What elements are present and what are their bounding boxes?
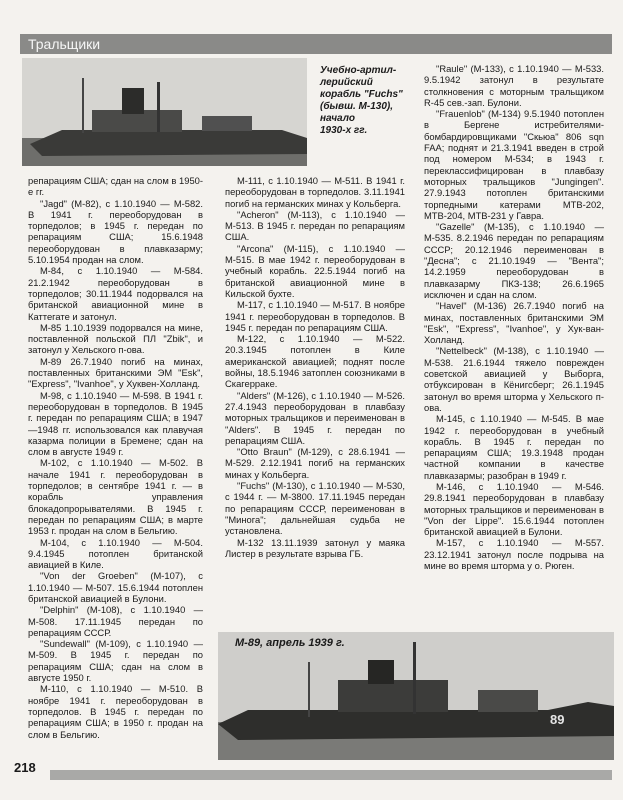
paragraph: М-132 13.11.1939 затонул у маяка Листер в результате взрыва ГБ. (225, 536, 405, 559)
paragraph: "Arcona" (М-115), с 1.10.1940 — М-515. В мае 1942 г. переоборудован в учебный корабль. 22.5.1944 погиб на британской авиационной мине в Кильской бухте. (225, 242, 405, 299)
paragraph: М-89 26.7.1940 погиб на минах, поставленных британскими ЭМ "Esk", "Express", "Ivanhoe", у Хуквен-Холланд. (28, 355, 203, 390)
text-column-1 (28, 175, 203, 740)
paragraph: "Von der Groeben" (М-107), с 1.10.1940 — М-507. 15.6.1944 потоплен британской авиацией в Булони. (28, 570, 203, 604)
paragraph: М-145, с 1.10.1940 — М-545. В мае 1942 г. переоборудован в учебный корабль. В 1945 г. передан по репарациям США; 19.3.1948 продан частной компании в качестве плавказармы; разобран в 1949 г. (424, 413, 604, 481)
paragraph: "Frauenlob" (М-134) 9.5.1940 потоплен в Бергене истребителями-бомбардировщиками "Скьюа" 806 sqn FAA; поднят и 21.3.1941 введен в строй под номером М-534; в 1943 г. переклассифицирован в плавбазу моторных тральщиков "Jungingen". 27.9.1943 потоплен британскими торпедными катерами МТВ-202, МТВ-204, МТВ-231 у Гавра. (424, 108, 604, 221)
text-column-2 (225, 175, 405, 559)
paragraph: М-85 1.10.1939 подорвался на мине, поставленной польской ПЛ "Zbik", и затонул у Хельского п-ова. (28, 321, 203, 356)
paragraph: "Havel" (М-136) 26.7.1940 погиб на минах, поставленных британскими ЭМ "Esk", "Express", "Ivanhoe", у Хук-ван-Холланд. (424, 300, 604, 346)
ship-fuchs-illustration (22, 58, 307, 166)
paragraph: М-117, с 1.10.1940 — М-517. В ноябре 1941 г. переоборудован в торпедолов. В 1945 г. передан по репарациям США. (225, 299, 405, 333)
photo-top (22, 58, 307, 166)
paragraph: М-146, с 1.10.1940 — М-546. 29.8.1941 переоборудован в плавбазу моторных тральщиков и переименован в "Von der Lippe". 15.6.1944 потоплен британской авиацией в Булони. (424, 480, 604, 538)
paragraph: М-98, с 1.10.1940 — М-598. В 1941 г. переоборудован в торпедолов. В 1945 г. передан по репарациям США; в 1947—1948 гг. использовался как плавучая казарма полиции в Бремене; сдан на слом в августе 1949 г. (28, 389, 203, 458)
paragraph: "Delphin" (М-108), с 1.10.1940 — М-508. 17.11.1945 передан по репарациям СССР. (28, 604, 203, 638)
paragraph: "Sundewall" (М-109), с 1.10.1940 — М-509. В 1945 г. передан по репарациям США; сдан на слом в августе 1950 г. (28, 638, 203, 684)
paragraph: "Gazelle" (М-135), с 1.10.1940 — М-535. 8.2.1946 передан по репарациям СССР; 20.12.1946 переименован в "Десна"; с 21.10.1949 — "Вента"; 14.2.1959 переоборудован в плавказарму ПКЗ-138; 26.6.1965 исключен и сдан на слом. (424, 221, 604, 300)
text-column-3 (424, 63, 604, 571)
paragraph: М-110, с 1.10.1940 — М-510. В ноябре 1941 г. переоборудован в торпедолов. В 1945 г. передан по репарациям США; в 1950 г. продан на слом в Бельгию. (28, 683, 203, 740)
photo-bottom (218, 632, 614, 760)
hull-number: 89 (550, 712, 565, 727)
paragraph: "Acheron" (М-113), с 1.10.1940 — М-513. В 1945 г. передан по репарациям США. (225, 208, 405, 243)
paragraph: М-104, с 1.10.1940 — М-504. 9.4.1945 потоплен британской авиацией в Киле. (28, 536, 203, 571)
paragraph: М-102, с 1.10.1940 — М-502. В начале 1941 г. переоборудован в торпедолов; в сентябре 1941 г. — в корабль управления блокадопрорывателями. В 1945 г. передан по репарациям США; в марте 1953 г. продан на слом в Бельгию. (28, 457, 203, 537)
section-title: Тральщики (28, 36, 101, 52)
header-bar (20, 34, 612, 54)
paragraph: М-84, с 1.10.1940 — М-584. 21.2.1942 переоборудован в торпедолов; 30.11.1944 подорвался на британской авиационной мине в Каттегате и затонул. (28, 265, 203, 322)
ship-m89-illustration (218, 632, 614, 760)
paragraph: М-157, с 1.10.1940 — М-557. 23.12.1941 затонул после подрыва на мине во время шторма у о. Рюген. (424, 537, 604, 572)
paragraph: М-111, с 1.10.1940 — М-511. В 1941 г. переоборудован в торпедолов. 3.11.1941 погиб на германских минах у Кольберга. (225, 175, 405, 209)
paragraph: репарациям США; сдан на слом в 1950-е гг. (28, 175, 203, 198)
paragraph: "Fuchs" (М-130), с 1.10.1940 — М-530, с 1944 г. — М-3800. 17.11.1945 передан по репарациям СССР, переименован в "Минога"; дальнейшая судьба не установлена. (225, 480, 405, 537)
paragraph: "Alders" (М-126), с 1.10.1940 — М-526. 27.4.1943 переоборудован в плавбазу моторных тральщиков и переименован в "Alders". В 1945 г. передан по репарациям США. (225, 389, 405, 446)
photo-top-caption: Учебно-артил- лерийский корабль "Fuchs" (бывш. М-130), начало 1930-х гг. (320, 65, 403, 136)
paragraph: М-122, с 1.10.1940 — М-522. 20.3.1945 потоплен в Киле американской авиацией; поднят после войны, 18.5.1946 затоплен союзниками в Скагерраке. (225, 333, 405, 390)
paragraph: "Raule" (М-133), с 1.10.1940 — М-533. 9.5.1942 затонул в результате столкновения с моторным тральщиком R-45 сев.-зап. Булони. (424, 63, 604, 108)
page-number: 218 (14, 760, 36, 775)
paragraph: "Otto Braun" (М-129), с 28.6.1941 — М-529. 2.12.1941 погиб на германских минах у Кольберга. (225, 446, 405, 480)
paragraph: "Jagd" (М-82), с 1.10.1940 — М-582. В 1941 г. переоборудован в торпедолов; в 1945 г. передан по репарациям США; 15.6.1948 переоборудован в плавказарму; 5.10.1954 продан на слом. (28, 197, 203, 266)
footer-bar (50, 770, 612, 780)
photo-bottom-caption: М-89, апрель 1939 г. (235, 637, 345, 649)
paragraph: "Nettelbeck" (М-138), с 1.10.1940 — М-538. 21.6.1944 тяжело поврежден советской авиацией у Выборга, отбуксирован в Кёнигсберг; 26.1.1945 затонул во время шторма у Хельского п-ова. (424, 345, 604, 413)
